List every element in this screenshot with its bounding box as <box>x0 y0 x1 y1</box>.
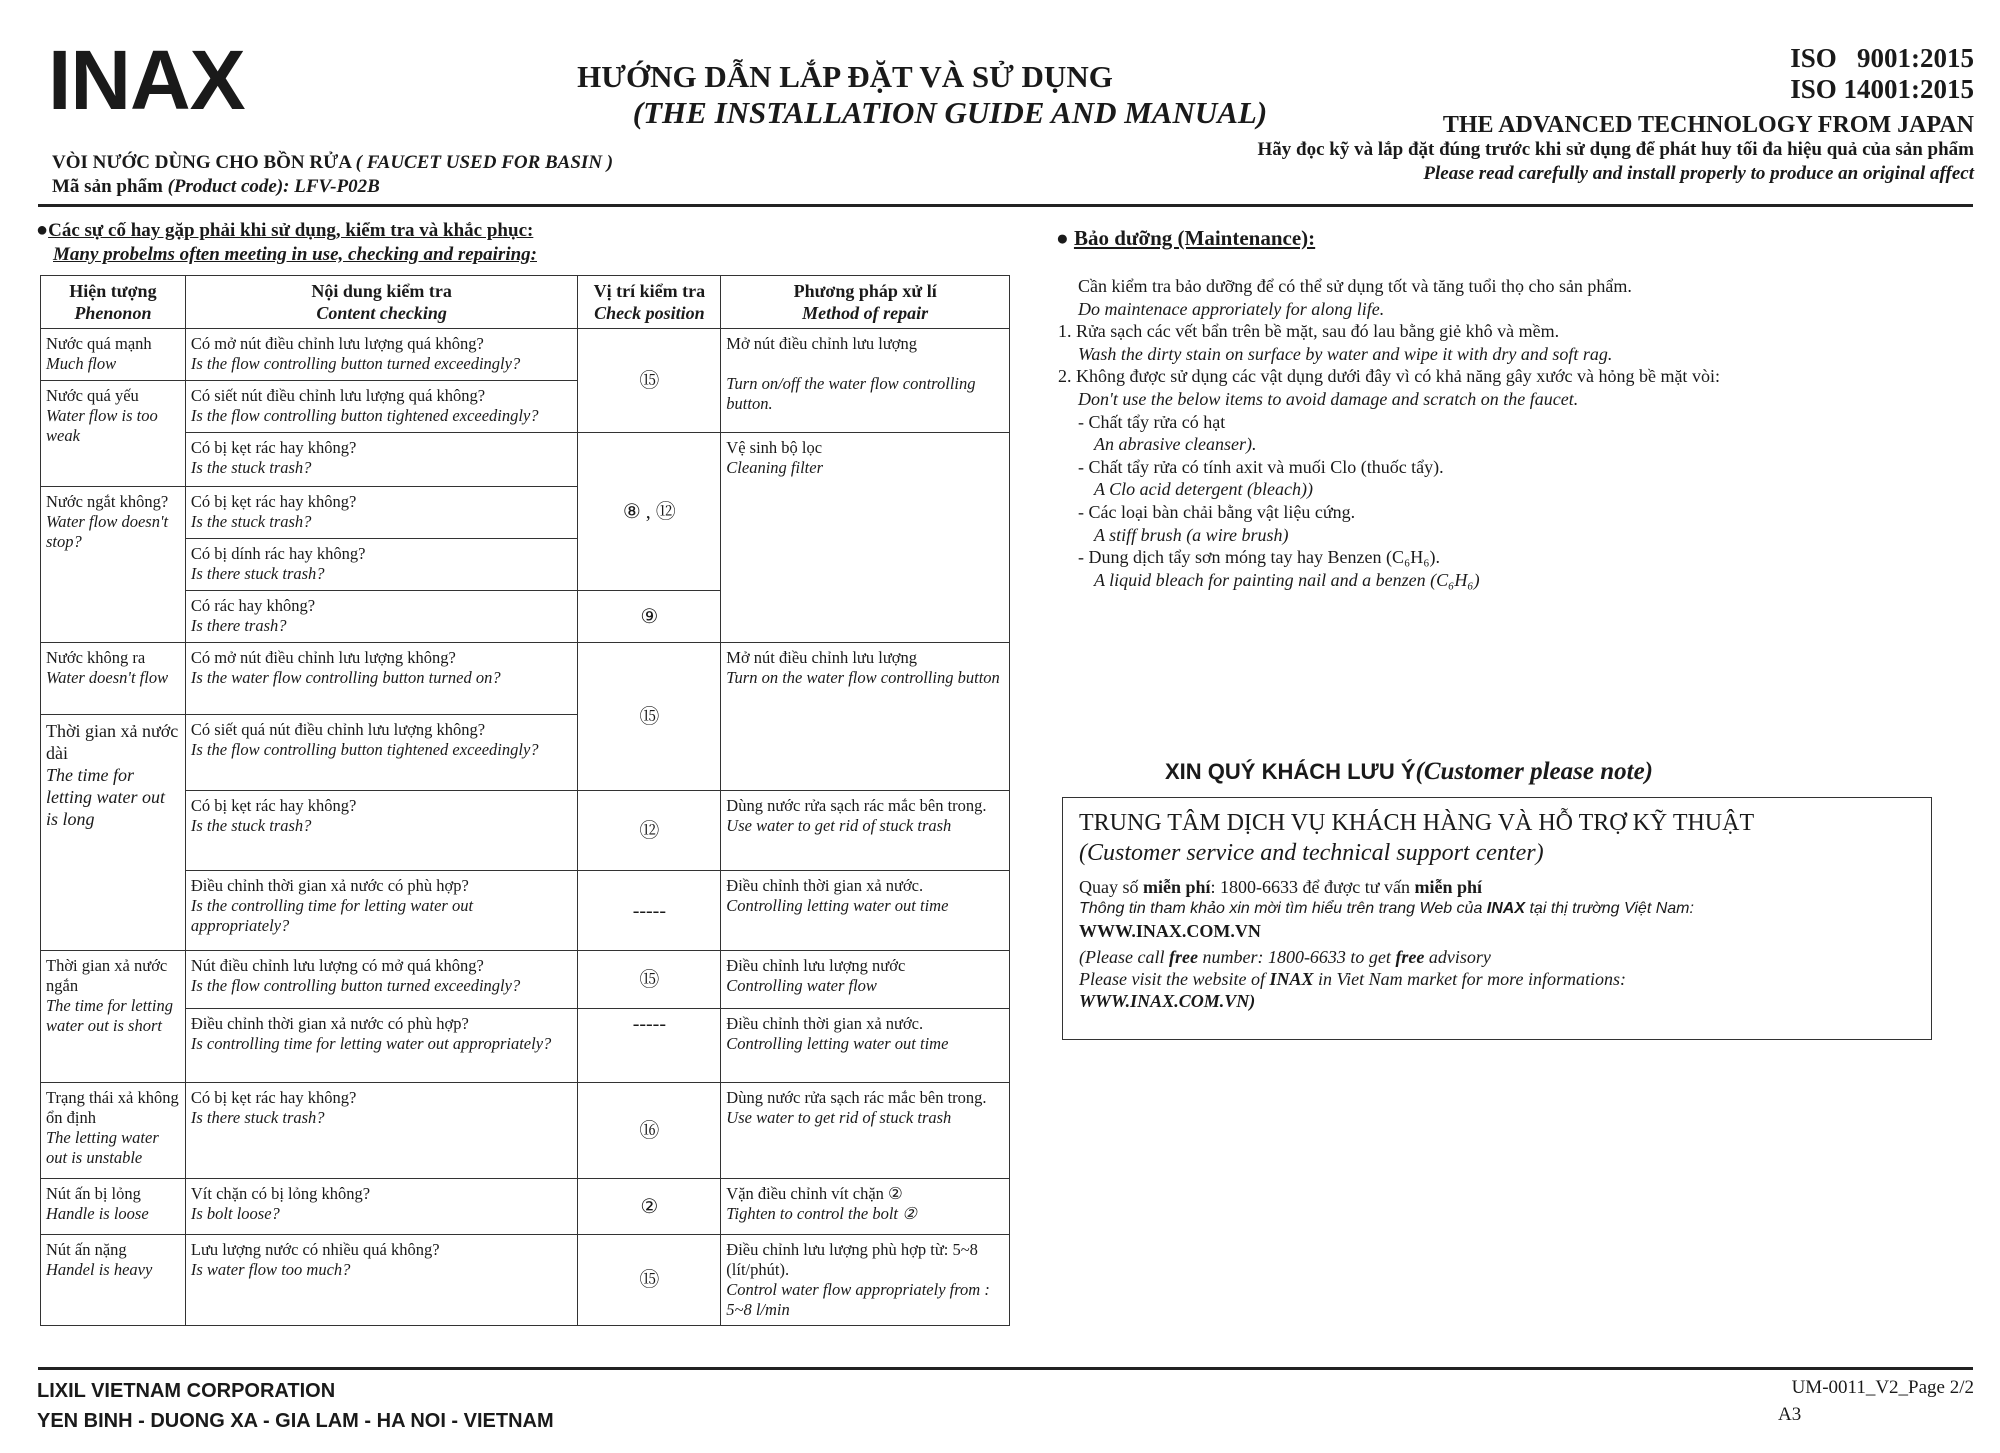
col-header: Nội dung kiểm tra Content checking <box>185 276 578 329</box>
method-cell: Vặn điều chỉnh vít chặn ② Tighten to control the bolt ② <box>721 1179 1010 1235</box>
maint-line: A Clo acid detergent (bleach)) <box>1094 479 1313 500</box>
phenomenon-cell: Thời gian xả nước dài The time for letting water out is long <box>41 715 186 951</box>
maint-line: Do maintenace approriately for along life. <box>1078 298 1385 319</box>
product-name-vi: VÒI NƯỚC DÙNG CHO BỒN RỬA <box>52 152 351 173</box>
product-code-value: (Product code): LFV-P02B <box>167 176 380 197</box>
position-cell: ⑮ <box>578 329 721 433</box>
service-center-vi: TRUNG TÂM DỊCH VỤ KHÁCH HÀNG VÀ HỖ TRỢ KỸ THUẬT <box>1079 810 1755 836</box>
table-row <box>41 871 1010 951</box>
position-cell: ⑧ , ⑫ <box>578 433 721 591</box>
content-cell: Điều chỉnh thời gian xả nước có phù hợp? Is the controlling time for letting water out appropriately? <box>185 871 578 951</box>
customer-note-box <box>1062 797 1932 1040</box>
maintenance-list <box>1058 275 1720 591</box>
read-notice-en: Please read carefully and install properly to produce an original affect <box>1423 163 1974 184</box>
table-row <box>41 643 1010 715</box>
product-code-label: Mã sản phẩm <box>52 176 163 197</box>
maint-line: Wash the dirty stain on surface by water and wipe it with dry and soft rag. <box>1078 343 1613 364</box>
content-cell: Có bị kẹt rác hay không? Is the stuck trash? <box>185 433 578 487</box>
col-header: Vị trí kiểm tra Check position <box>578 276 721 329</box>
table-row <box>41 791 1010 871</box>
maint-line: Cần kiểm tra bảo dưỡng để có thể sử dụng tốt và tăng tuổi thọ cho sản phẩm. <box>1078 276 1632 296</box>
method-cell: Mở nút điều chỉnh lưu lượng Turn on/off the water flow controlling button. <box>721 329 1010 433</box>
website-info-en: Please visit the website of INAX in Viet Nam market for more informations: <box>1079 969 1626 989</box>
position-cell: ⑮ <box>578 643 721 791</box>
table-header-row <box>41 276 1010 329</box>
service-center-en: (Customer service and technical support center) <box>1079 840 1544 866</box>
table-row <box>41 329 1010 381</box>
product-name-en: ( FAUCET USED FOR BASIN ) <box>355 152 614 173</box>
phenomenon-cell: Nước không ra Water doesn't flow <box>41 643 186 715</box>
trouble-title-vi: Các sự cố hay gặp phải khi sử dụng, kiểm tra và khắc phục: <box>48 220 534 241</box>
advanced-technology: THE ADVANCED TECHNOLOGY FROM JAPAN <box>1442 112 1974 138</box>
maint-line: 2. Không được sử dụng các vật dụng dưới đây vì có khả năng gây xước và hỏng bề mặt vòi: <box>1058 366 1720 387</box>
maint-line: - Chất tẩy rửa có tính axit và muối Clo (thuốc tẩy). <box>1078 456 1444 477</box>
phenomenon-cell: Nước quá yếu Water flow is too weak <box>41 381 186 487</box>
content-cell: Điều chỉnh thời gian xả nước có phù hợp? Is controlling time for letting water out appropriately? <box>185 1009 578 1083</box>
method-cell: Điều chỉnh lưu lượng phù hợp từ: 5~8 (lít/phút). Control water flow appropriately from : 5~8 l/min <box>721 1235 1010 1326</box>
phenomenon-cell: Nước ngắt không? Water flow doesn't stop? <box>41 487 186 643</box>
iso-9001: ISO 9001:2015 <box>1790 43 1974 73</box>
table-row <box>41 1083 1010 1179</box>
content-cell: Có siết quá nút điều chỉnh lưu lượng không? Is the flow controlling button tightened exceedingly? <box>185 715 578 791</box>
website-link[interactable]: WWW.INAX.COM.VN <box>1079 921 1261 941</box>
method-cell: Dùng nước rửa sạch rác mắc bên trong. Use water to get rid of stuck trash <box>721 791 1010 871</box>
inax-logo: INAX <box>48 33 245 127</box>
content-cell: Có bị dính rác hay không? Is there stuck trash? <box>185 539 578 591</box>
website-link-en[interactable]: WWW.INAX.COM.VN) <box>1079 991 1256 1011</box>
bullet-icon: ● <box>1056 226 1074 250</box>
table-row <box>41 1179 1010 1235</box>
position-cell: ----- <box>578 1009 721 1083</box>
maint-line: - Dung dịch tẩy sơn móng tay hay Benzen (C₆H₆). <box>1078 547 1440 568</box>
table-row <box>41 951 1010 1009</box>
customer-note-title: XIN QUÝ KHÁCH LƯU Ý(Customer please note) <box>1165 758 1653 785</box>
title-vi: HƯỚNG DẪN LẮP ĐẶT VÀ SỬ DỤNG <box>577 59 1113 94</box>
content-cell: Lưu lượng nước có nhiều quá không? Is water flow too much? <box>185 1235 578 1326</box>
document-code: UM-0011_V2_Page 2/2 <box>1791 1377 1974 1398</box>
content-cell: Có bị kẹt rác hay không? Is there stuck trash? <box>185 1083 578 1179</box>
method-cell: Điều chỉnh thời gian xả nước. Controlling letting water out time <box>721 871 1010 951</box>
hotline-en: (Please call free number: 1800-6633 to get free advisory <box>1079 947 1491 967</box>
maintenance-title: ● Bảo dưỡng (Maintenance): <box>1056 226 1316 250</box>
content-cell: Vít chặn có bị lỏng không? Is bolt loose? <box>185 1179 578 1235</box>
content-cell: Có bị kẹt rác hay không? Is the stuck trash? <box>185 487 578 539</box>
footer-divider <box>38 1367 1973 1370</box>
website-info-vi: Thông tin tham khảo xin mời tìm hiểu trên trang Web của INAX tại thị trường Việt Nam: <box>1079 900 1694 917</box>
title-en: (THE INSTALLATION GUIDE AND MANUAL) <box>632 95 1268 130</box>
position-cell: ----- <box>578 871 721 951</box>
paper-size: A3 <box>1778 1404 1802 1425</box>
method-cell: Dùng nước rửa sạch rác mắc bên trong. Use water to get rid of stuck trash <box>721 1083 1010 1179</box>
content-cell: Có siết nút điều chỉnh lưu lượng quá không? Is the flow controlling button tightened exceedingly? <box>185 381 578 433</box>
phenomenon-cell: Trạng thái xả không ổn định The letting water out is unstable <box>41 1083 186 1179</box>
maint-line: Don't use the below items to avoid damage and scratch on the faucet. <box>1078 388 1579 409</box>
header-divider <box>38 204 1973 207</box>
maint-line: 1. Rửa sạch các vết bẩn trên bề mặt, sau đó lau bằng giẻ khô và mềm. <box>1058 321 1560 342</box>
col-header: Hiện tượng Phenonon <box>41 276 186 329</box>
trouble-title <box>36 219 537 267</box>
method-cell: Điều chỉnh thời gian xả nước. Controlling letting water out time <box>721 1009 1010 1083</box>
position-cell: ⑮ <box>578 951 721 1009</box>
product-code <box>52 176 380 198</box>
maint-line: A liquid bleach for painting nail and a benzen (C₆H₆) <box>1094 569 1480 590</box>
content-cell: Có bị kẹt rác hay không? Is the stuck trash? <box>185 791 578 871</box>
content-cell: Có mở nút điều chỉnh lưu lượng không? Is the water flow controlling button turned on? <box>185 643 578 715</box>
table-row <box>41 1235 1010 1326</box>
table-row <box>41 433 1010 487</box>
read-notice-vi: Hãy đọc kỹ và lắp đặt đúng trước khi sử dụng để phát huy tối đa hiệu quả của sản phẩm <box>1257 139 1974 160</box>
maint-line: An abrasive cleanser). <box>1094 434 1257 455</box>
hotline-vi: Quay số miễn phí: 1800-6633 để được tư vấn miễn phí <box>1079 877 1483 897</box>
col-header: Phương pháp xử lí Method of repair <box>721 276 1010 329</box>
trouble-title-en: Many probelms often meeting in use, checking and repairing: <box>53 243 537 265</box>
position-cell: ⑮ <box>578 1235 721 1326</box>
content-cell: Có mở nút điều chỉnh lưu lượng quá không? Is the flow controlling button turned exceedingly? <box>185 329 578 381</box>
table-row <box>41 1009 1010 1083</box>
method-cell: Mở nút điều chỉnh lưu lượng Turn on the water flow controlling button <box>721 643 1010 791</box>
position-cell: ⑨ <box>578 591 721 643</box>
method-cell: Vệ sinh bộ lọc Cleaning filter <box>721 433 1010 643</box>
maint-line: - Các loại bàn chải bằng vật liệu cứng. <box>1078 501 1356 522</box>
company-name: LIXIL VIETNAM CORPORATION <box>37 1380 336 1402</box>
content-cell: Nút điều chỉnh lưu lượng có mở quá không? Is the flow controlling button turned exceedingly? <box>185 951 578 1009</box>
product-name <box>52 152 613 174</box>
company-address: YEN BINH - DUONG XA - GIA LAM - HA NOI - VIETNAM <box>37 1410 554 1432</box>
content-cell: Có rác hay không? Is there trash? <box>185 591 578 643</box>
maint-line: A stiff brush (a wire brush) <box>1094 524 1289 545</box>
method-cell: Điều chỉnh lưu lượng nước Controlling water flow <box>721 951 1010 1009</box>
position-cell: ⑯ <box>578 1083 721 1179</box>
phenomenon-cell: Nút ấn nặng Handel is heavy <box>41 1235 186 1326</box>
position-cell: ⑫ <box>578 791 721 871</box>
bullet-icon: ● <box>36 219 49 241</box>
iso-14001: ISO 14001:2015 <box>1790 74 1974 104</box>
trouble-table <box>40 275 1010 1326</box>
phenomenon-cell: Nước quá mạnh Much flow <box>41 329 186 381</box>
phenomenon-cell: Thời gian xả nước ngắn The time for letting water out is short <box>41 951 186 1083</box>
maint-line: - Chất tẩy rửa có hạt <box>1078 411 1226 432</box>
position-cell: ② <box>578 1179 721 1235</box>
phenomenon-cell: Nút ấn bị lỏng Handle is loose <box>41 1179 186 1235</box>
